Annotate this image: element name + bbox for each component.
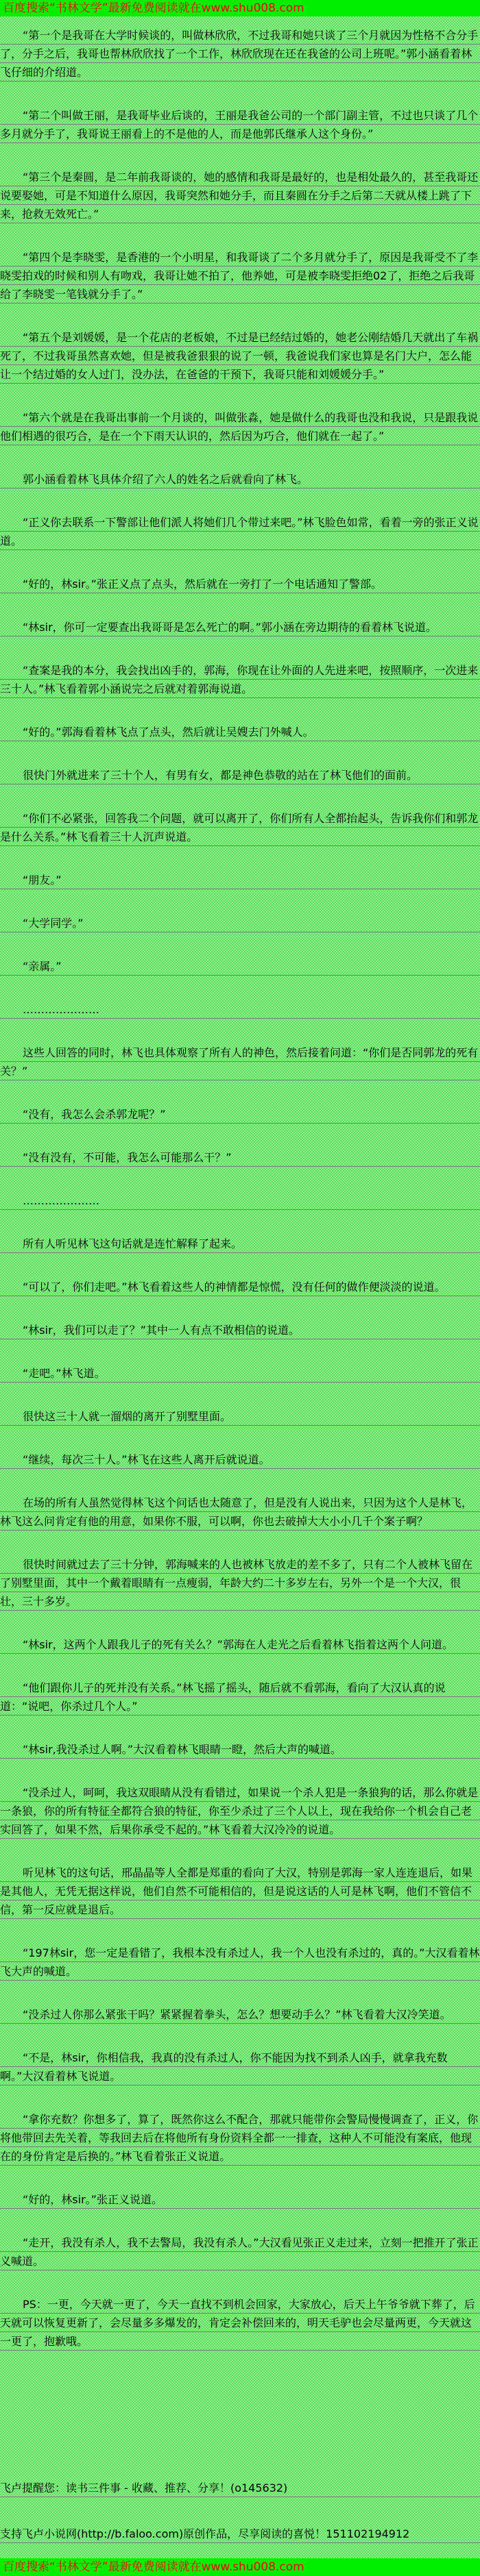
novel-paragraph: 很快时间就过去了三十分钟，郭海喊来的人也被林飞放走的差不多了，只有二个人被林飞留在了别墅里面，其中一个戴着眼睛有一点瘦弱，年龄大约二十多岁左右，另外一个是一个大汉，很壮，三十多岁。 bbox=[0, 1555, 480, 1611]
novel-paragraph: 这些人回答的同时，林飞也具体观察了所有人的神色，然后接着问道：“你们是否同郭龙的死有关？” bbox=[0, 1043, 480, 1080]
novel-paragraph: “没杀过人，呵呵，我这双眼睛从没有看错过，如果说一个杀人犯是一条狼狗的话，那么你就是一条狼，你的所有特征全都符合狼的特征，你至少杀过了三个人以上，现在我给你一个机会自己老实回答了，如果不然，后果你承受不起的。”林飞看着大汉冷冷的说道。 bbox=[0, 1783, 480, 1839]
novel-paragraph: PS：一更，今天就一更了，今天一直找不到机会回家，大家放心，后天上午爷爷就下葬了，后天就可以恢复更新了，会尽量多多爆发的，肯定会补偿回来的，明天毛驴也会尽量两更，今天就这一更了，抱歉哦。 bbox=[0, 2295, 480, 2351]
novel-paragraph: “第二个叫做王丽，是我哥毕业后谈的，王丽是我爸公司的一个部门副主管，不过也只谈了几个多月就分手了，我哥说王丽看上的不是他的人，而是他郭氏继承人这个身份。” bbox=[0, 106, 480, 143]
novel-paragraph: “林sir，我们可以走了？”其中一人有点不敢相信的说道。 bbox=[0, 1321, 480, 1339]
novel-paragraph: “第六个就是在我哥出事前一个月谈的，叫做张淼，她是做什么的我哥也没和我说，只是跟我说他们相遇的很巧合，是在一个下雨天认识的，然后因为巧合，他们就在一起了。” bbox=[0, 408, 480, 445]
faloo-reminder-line: 飞卢提醒您：读书三件事 - 收藏、推荐、分享！(o145632) bbox=[0, 2479, 480, 2497]
novel-paragraph: “不是，林sir，你相信我，我真的没有杀过人，你不能因为找不到杀人凶手，就拿我充数啊。”大汉看着林飞说道。 bbox=[0, 2048, 480, 2085]
novel-paragraph: “可以了，你们走吧。”林飞看着这些人的神情都是惊慌，没有任何的做作便淡淡的说道。 bbox=[0, 1278, 480, 1296]
header-promo-bar: 百度搜索“书林文学”最新免费阅读就在www.shu008.com bbox=[0, 0, 480, 16]
novel-paragraph: “好的，林sir。”张正义点了点头，然后就在一旁打了一个电话通知了警部。 bbox=[0, 575, 480, 593]
novel-paragraph: “拿你充数？你想多了，算了，既然你这么不配合，那就只能带你会警局慢慢调查了，正义，你将他带回去先关着，等我回去后在将他所有身份资料全都一一排查，这种人不可能没有案底，他现在的身份肯定是后换的。”林飞看着张正义说道。 bbox=[0, 2110, 480, 2166]
novel-paragraph: “没杀过人你那么紧张干吗？紧紧握着拳头，怎么？想要动手么？”林飞看着大汉冷笑道。 bbox=[0, 2005, 480, 2024]
novel-paragraph: “林sir，这两个人跟我儿子的死有关么？”郭海在人走光之后看着林飞指着这两个人问道。 bbox=[0, 1635, 480, 1654]
novel-paragraph: “大学同学。” bbox=[0, 914, 480, 932]
novel-paragraph: “走开，我没有杀人，我不去警局，我没有杀人。”大汉看见张正义走过来，立刻一把推开了张正义喊道。 bbox=[0, 2233, 480, 2270]
content-footer-spacer bbox=[0, 2375, 480, 2462]
novel-paragraph: “朋友。” bbox=[0, 871, 480, 889]
chapter-text-area bbox=[0, 16, 480, 2375]
novel-paragraph: “继续，每次三十人。”林飞在这些人离开后就说道。 bbox=[0, 1450, 480, 1469]
novel-paragraph: “林sir,我没杀过人啊。”大汉看着林飞眼睛一瞪，然后大声的喊道。 bbox=[0, 1740, 480, 1759]
faloo-support-line: 支持飞卢小说网(http://b.faloo.com)原创作品，尽享阅读的喜悦！151102194912 bbox=[0, 2525, 480, 2543]
novel-paragraph: “第五个是刘媛媛，是一个花店的老板娘，不过是已经结过婚的，她老公刚结婚几天就出了车祸死了，不过我哥虽然喜欢她，但是被我爸狠狠的说了一顿，我爸说我们家也算是名门大户，怎么能让一个结过婚的女人过门，没办法，在爸爸的干预下，我哥只能和刘媛媛分手。” bbox=[0, 328, 480, 384]
novel-paragraph: “亲属。” bbox=[0, 957, 480, 976]
novel-paragraph: “你们不必紧张，回答我二个问题，就可以离开了，你们所有人全都抬起头，告诉我你们和郭龙是什么关系。”林飞看着三十人沉声说道。 bbox=[0, 809, 480, 846]
novel-paragraph: “第四个是李晓雯，是香港的一个小明星，和我哥谈了二个多月就分手了，原因是我哥受不了李晓雯拍戏的时候和别人有吻戏，我哥让她不拍了，他养她，可是被李晓雯拒绝02了，拒绝之后我哥给了李晓雯一笔钱就分手了。” bbox=[0, 248, 480, 304]
novel-paragraph: 很快这三十人就一溜烟的离开了别墅里面。 bbox=[0, 1407, 480, 1426]
novel-paragraph: 听见林飞的这句话，邢晶晶等人全都是郑重的看向了大汉，特别是郭海一家人连连退后，如果是其他人，无凭无据这样说，他们自然不可能相信的，但是说这话的人可是林飞啊，他们不管信不信，第一反应就是退后。 bbox=[0, 1863, 480, 1919]
novel-paragraph: 在场的所有人虽然觉得林飞这个问话也太随意了，但是没有人说出来，只因为这个人是林飞，林飞这么问肯定有他的用意，如果你不服，可以啊，你也去破掉大大小小几千个案子啊？ bbox=[0, 1494, 480, 1531]
novel-paragraph: “197林sir，您一定是看错了，我根本没有杀过人，我一个人也没有杀过的，真的。”大汉看着林飞大声的喊道。 bbox=[0, 1944, 480, 1981]
novel-paragraph: 所有人听见林飞这句话就是连忙解释了起来。 bbox=[0, 1235, 480, 1253]
novel-paragraph: “好的。”郭海看着林飞点了点头，然后就让吴嫂去门外喊人。 bbox=[0, 723, 480, 741]
novel-paragraph: “第一个是我哥在大学时候谈的，叫做林欣欣，不过我哥和她只谈了三个月就因为性格不合分手了，分手之后，我哥也帮林欣欣找了一个工作，林欣欣现在还在我爸的公司上班呢。”郭小涵看着林飞仔细的介绍道。 bbox=[0, 26, 480, 82]
novel-paragraph: “林sir，你可一定要查出我哥哥是怎么死亡的啊。”郭小涵在旁边期待的看着林飞说道。 bbox=[0, 618, 480, 636]
novel-paragraph: 郭小涵看着林飞具体介绍了六人的姓名之后就看向了林飞。 bbox=[0, 470, 480, 488]
novel-paragraph: “好的，林sir。”张正义说道。 bbox=[0, 2190, 480, 2209]
novel-paragraph: ………………… bbox=[0, 1191, 480, 1210]
novel-paragraph: 很快门外就进来了三十个人，有男有女，都是神色恭敬的站在了林飞他们的面前。 bbox=[0, 766, 480, 784]
novel-paragraph: “没有没有，不可能，我怎么可能那么干？” bbox=[0, 1148, 480, 1167]
novel-paragraph: “查案是我的本分，我会找出凶手的，郭海，你现在让外面的人先进来吧，按照顺序，一次进来三十人。”林飞看着郭小涵说完之后就对着郭海说道。 bbox=[0, 661, 480, 698]
novel-paragraph: “第三个是秦圆，是二年前我哥谈的，她的感情和我哥是最好的，也是相处最久的，甚至我哥还说要娶她，可是不知道什么原因，我哥突然和她分手，而且秦圆在分手之后第二天就从楼上跳了下来，抢救无效死亡。” bbox=[0, 168, 480, 223]
novel-paragraph: “他们跟你儿子的死并没有关系。”林飞摇了摇头，随后就不看郭海，看向了大汉认真的说道：“说吧，你杀过几个人。” bbox=[0, 1679, 480, 1716]
footer-promo-bar: 百度搜索“书林文学”最新免费阅读就在www.shu008.com bbox=[0, 2558, 480, 2576]
novel-paragraph: “没有，我怎么会杀郭龙呢？” bbox=[0, 1105, 480, 1124]
novel-paragraph: ………………… bbox=[0, 1000, 480, 1019]
novel-paragraph: “走吧。”林飞道。 bbox=[0, 1364, 480, 1383]
novel-paragraph: “正义你去联系一下警部让他们派人将她们几个带过来吧。”林飞脸色如常，看着一旁的张正义说道。 bbox=[0, 513, 480, 550]
